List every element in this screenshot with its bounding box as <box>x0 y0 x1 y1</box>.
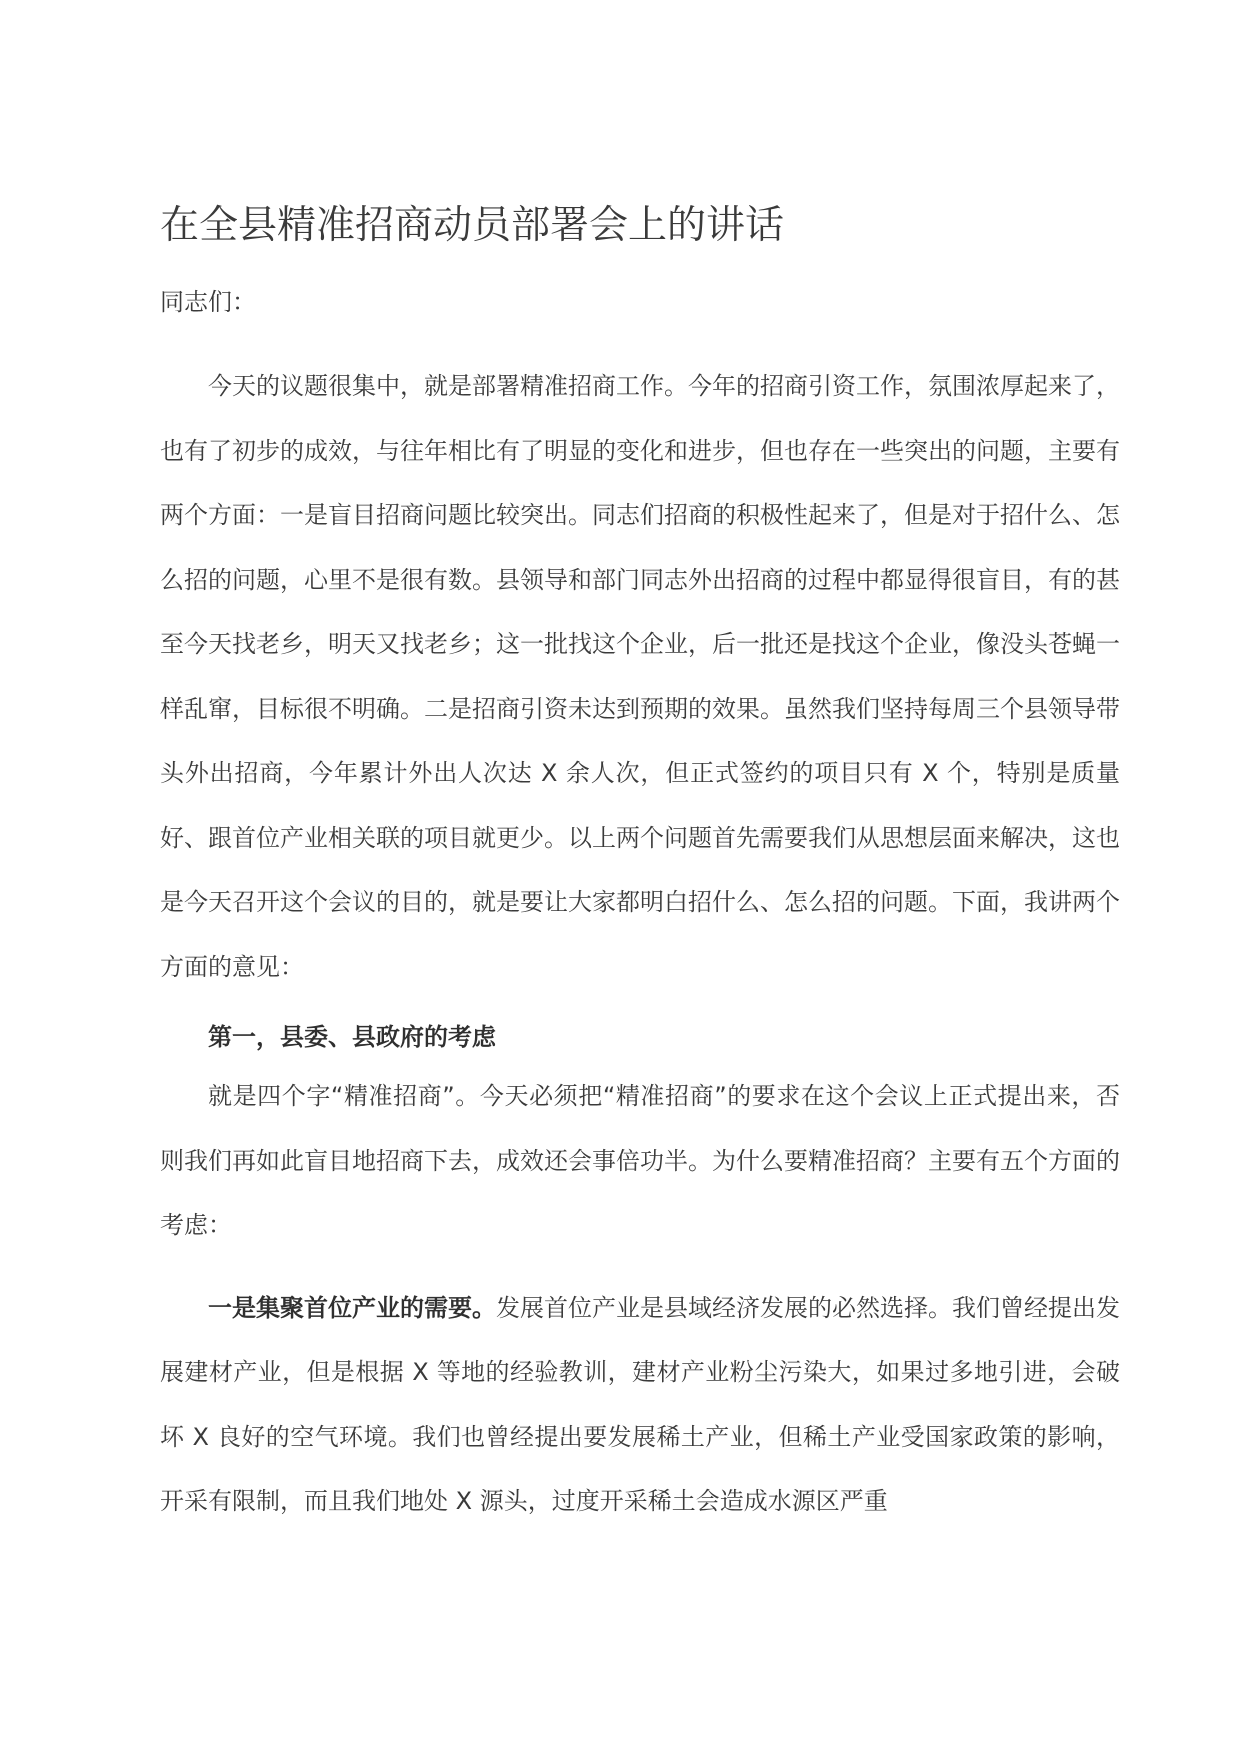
point-paragraph <box>160 1276 1120 1534</box>
greeting: 同志们： <box>160 288 256 316</box>
document-page <box>160 196 1120 1534</box>
point-lead: 一是集聚首位产业的需要。 <box>208 1293 496 1322</box>
section-paragraph: 就是四个字“精准招商”。今天必须把“精准招商”的要求在这个会议上正式提出来，否则我们再如此盲目地招商下去，成效还会事倍功半。为什么要精准招商？主要有五个方面的考虑： <box>160 1082 1120 1239</box>
intro-paragraph: 今天的议题很集中，就是部署精准招商工作。今年的招商引资工作，氛围浓厚起来了，也有了初步的成效，与往年相比有了明显的变化和进步，但也存在一些突出的问题，主要有两个方面：一是盲目招商问题比较突出。同志们招商的积极性起来了，但是对于招什么、怎么招的问题，心里不是很有数。县领导和部门同志外出招商的过程中都显得很盲目，有的甚至今天找老乡，明天又找老乡；这一批找这个企业，后一批还是找这个企业，像没头苍蝇一样乱窜，目标很不明确。二是招商引资未达到预期的效果。虽然我们坚持每周三个县领导带头外出招商，今年累计外出人次达 X 余人次，但正式签约的项目只有 X 个，特别是质量好、跟首位产业相关联的项目就更少。以上两个问题首先需要我们从思想层面来解决，这也是今天召开这个会议的目的，就是要让大家都明白招什么、怎么招的问题。下面，我讲两个方面的意见： <box>160 372 1120 981</box>
point-text: 发展首位产业是县域经济发展的必然选择。我们曾经提出发展建材产业，但是根据 X 等地的经验教训，建材产业粉尘污染大，如果过多地引进，会破坏 X 良好的空气环境。我们也曾经提出要发展稀土产业，但稀土产业受国家政策的影响，开采有限制，而且我们地处 X 源头，过度开采稀土会造成水源区严重 <box>160 1293 1120 1515</box>
document-title: 在全县精准招商动员部署会上的讲话 <box>160 203 785 248</box>
section-heading: 第一，县委、县政府的考虑 <box>208 1023 496 1051</box>
